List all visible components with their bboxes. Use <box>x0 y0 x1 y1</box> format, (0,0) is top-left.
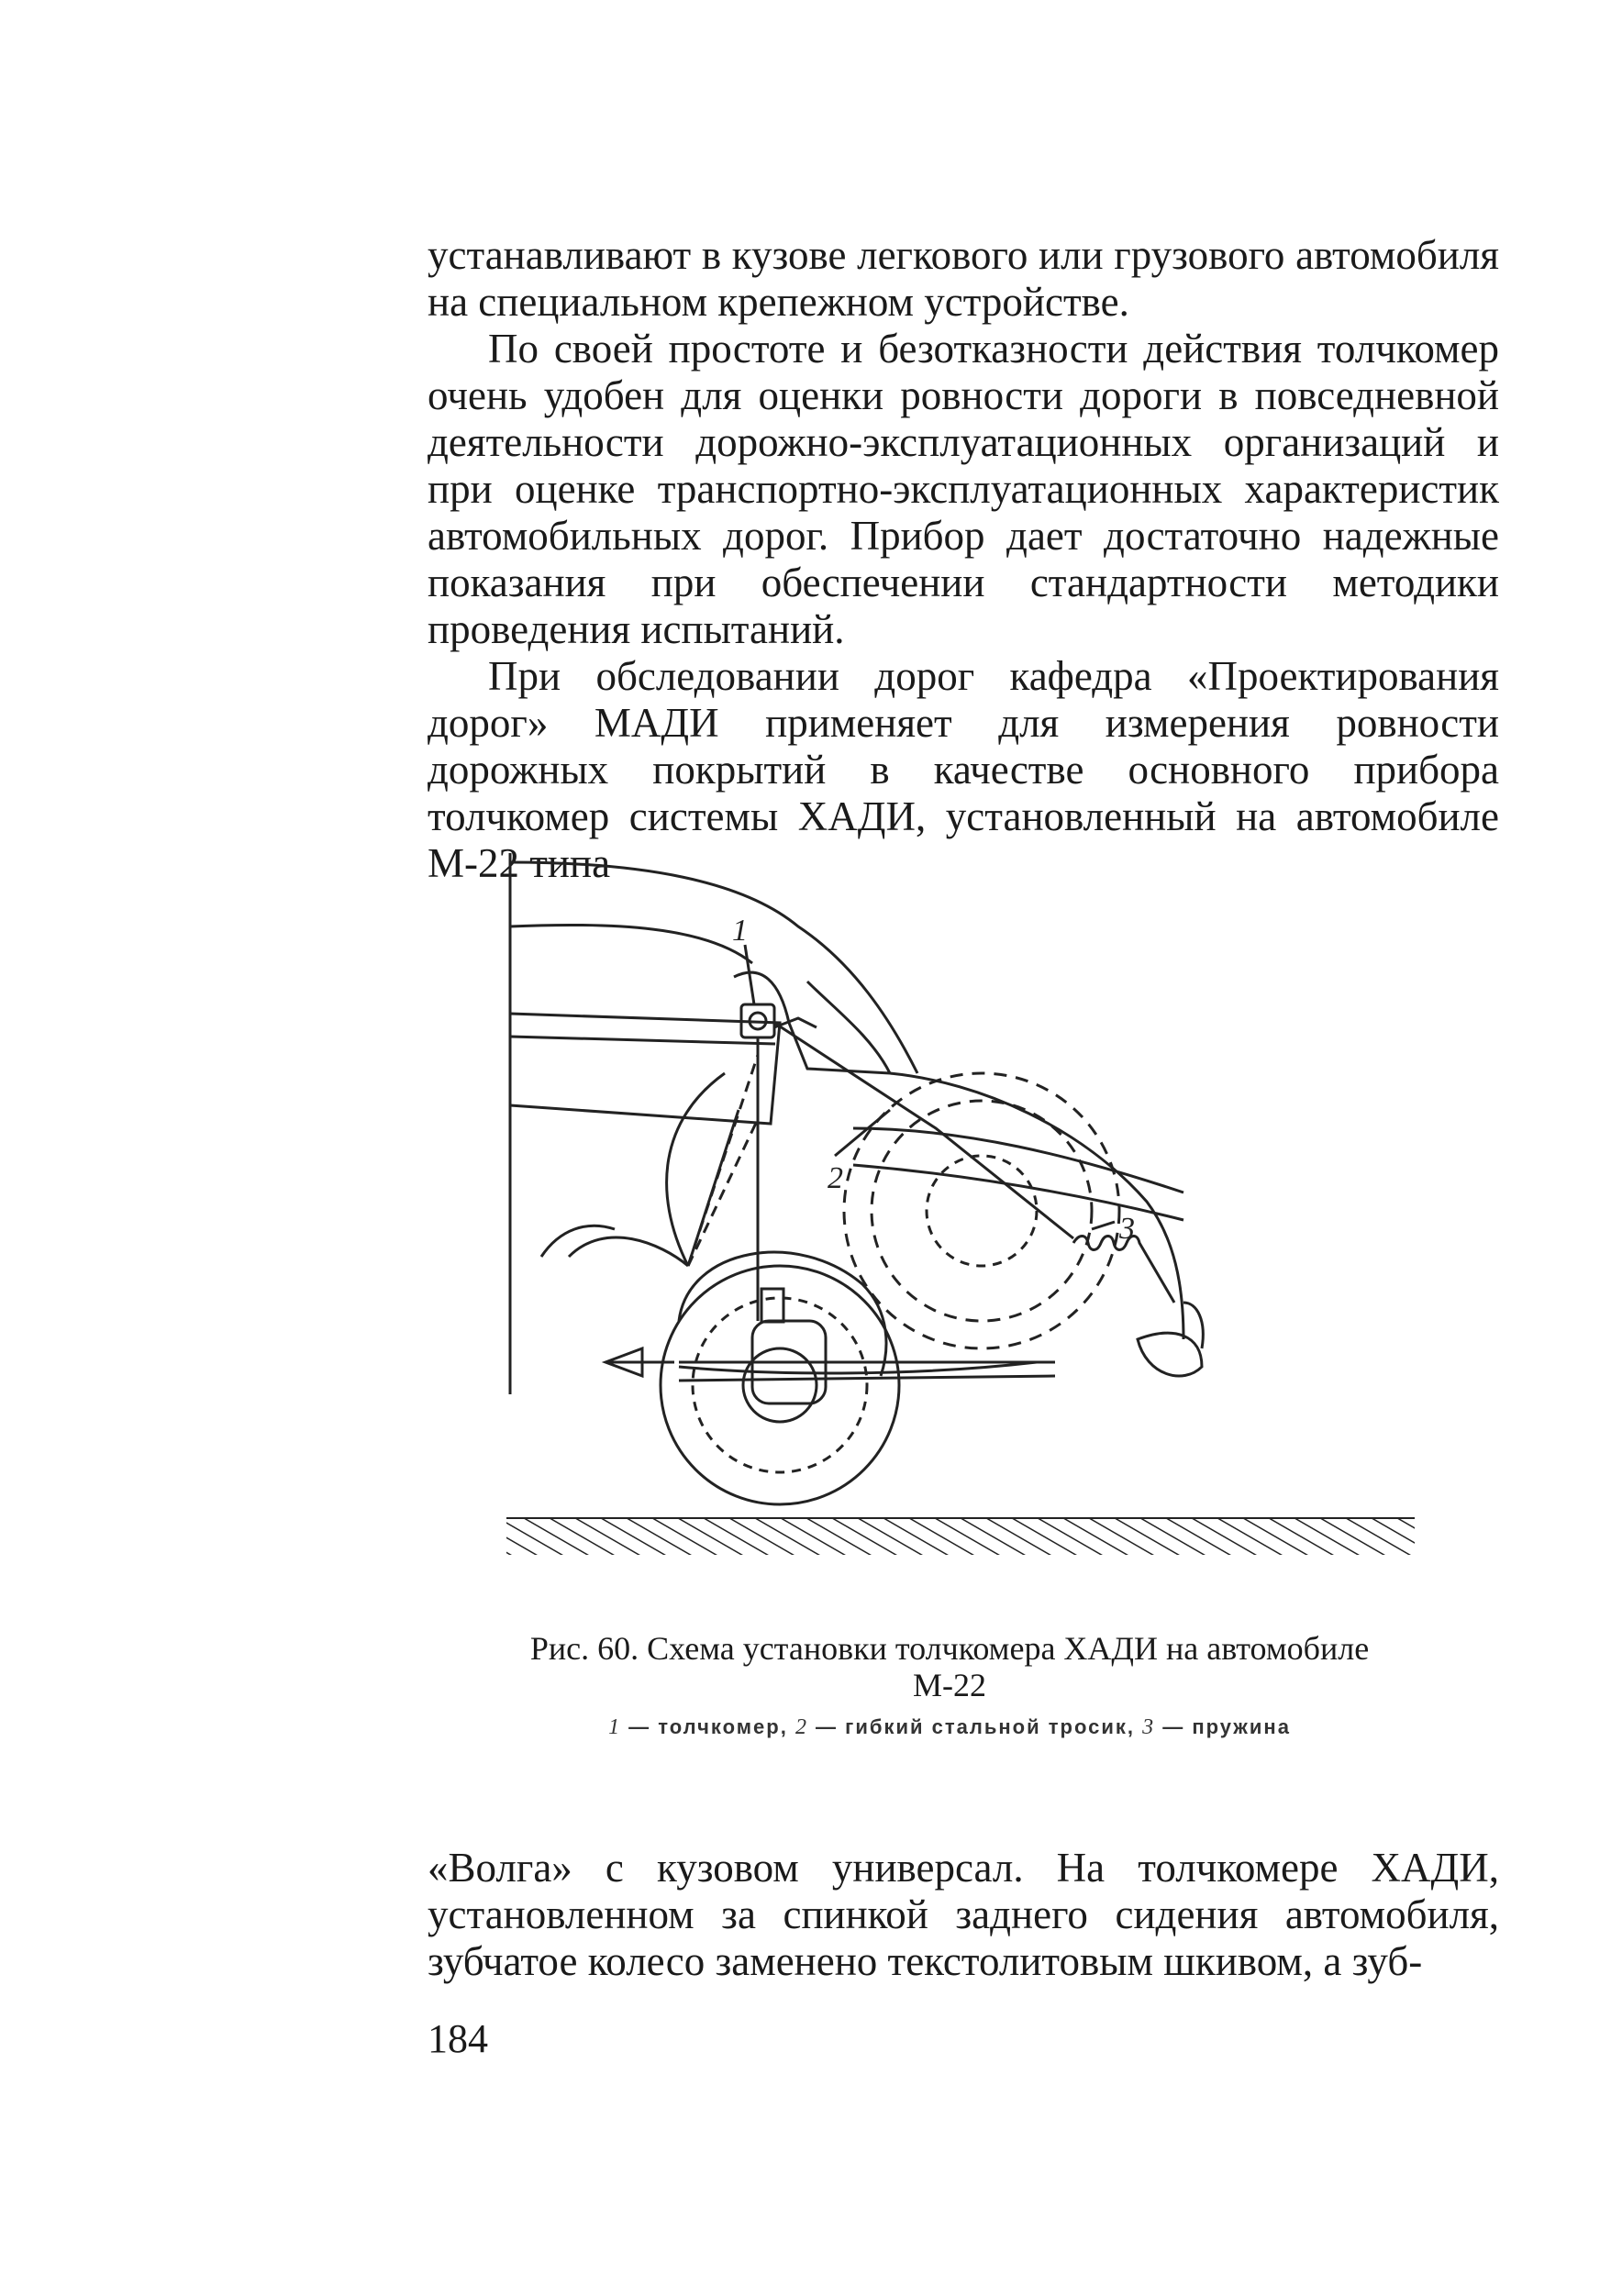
legend-number: 3 <box>1142 1715 1156 1739</box>
paragraph: «Волга» с кузовом универсал. На толчкомере ХАДИ, установленном за спинкой заднего сидения автомобиля, зубчатое колесо заменено текстолитовым шкивом, а зуб- <box>428 1845 1499 1984</box>
spring-3 <box>1073 1237 1174 1303</box>
body-text-bottom <box>428 1845 1499 1985</box>
car-rear-schematic <box>505 826 1422 1559</box>
body-text-top <box>428 232 1499 887</box>
legend-text: пружина <box>1192 1715 1291 1738</box>
ground-hatch <box>506 1518 1415 1555</box>
bumper <box>1138 1333 1202 1376</box>
callout-3: 3 <box>1119 1212 1135 1246</box>
callout-1: 1 <box>732 914 748 948</box>
legend-text: толчкомер <box>658 1715 781 1738</box>
legend-number: 1 <box>608 1715 622 1739</box>
paragraph: устанавливают в кузове легкового или грузового автомобиля на специальном крепежном устройстве. <box>428 232 1499 325</box>
page-number: 184 <box>428 2016 488 2061</box>
leaf-spring <box>679 1362 1037 1373</box>
callout-2: 2 <box>828 1161 843 1195</box>
legend-number: 2 <box>794 1715 808 1739</box>
legend-text: гибкий стальной тросик <box>845 1715 1128 1738</box>
figure-caption: Рис. 60. Схема установки толчкомера ХАДИ на автомобиле М-22 <box>529 1630 1370 1703</box>
rear-wheel <box>661 1266 899 1504</box>
paragraph: При обследовании дорог кафедра «Проектирования дорог» МАДИ применяет для измерения ровности дорожных покрытий в качестве основного прибора толчкомер системы ХАДИ, установленный на автомобиле М-22 типа <box>428 653 1499 886</box>
paragraph: По своей простоте и безотказности действия толчкомер очень удобен для оценки ровности дороги в повседневной деятельности дорожно-эксплуатационных организаций и при оценке транспортно-эксплуатационных характеристик автомобильных дорог. Прибор дает достаточно надежные показания при обеспечении стандартности методики проведения испытаний. <box>428 326 1499 652</box>
figure-legend: 1 — толчкомер, 2 — гибкий стальной тросик, 3 — пружина <box>608 1715 1291 1739</box>
figure-car-diagram <box>505 826 1422 1559</box>
